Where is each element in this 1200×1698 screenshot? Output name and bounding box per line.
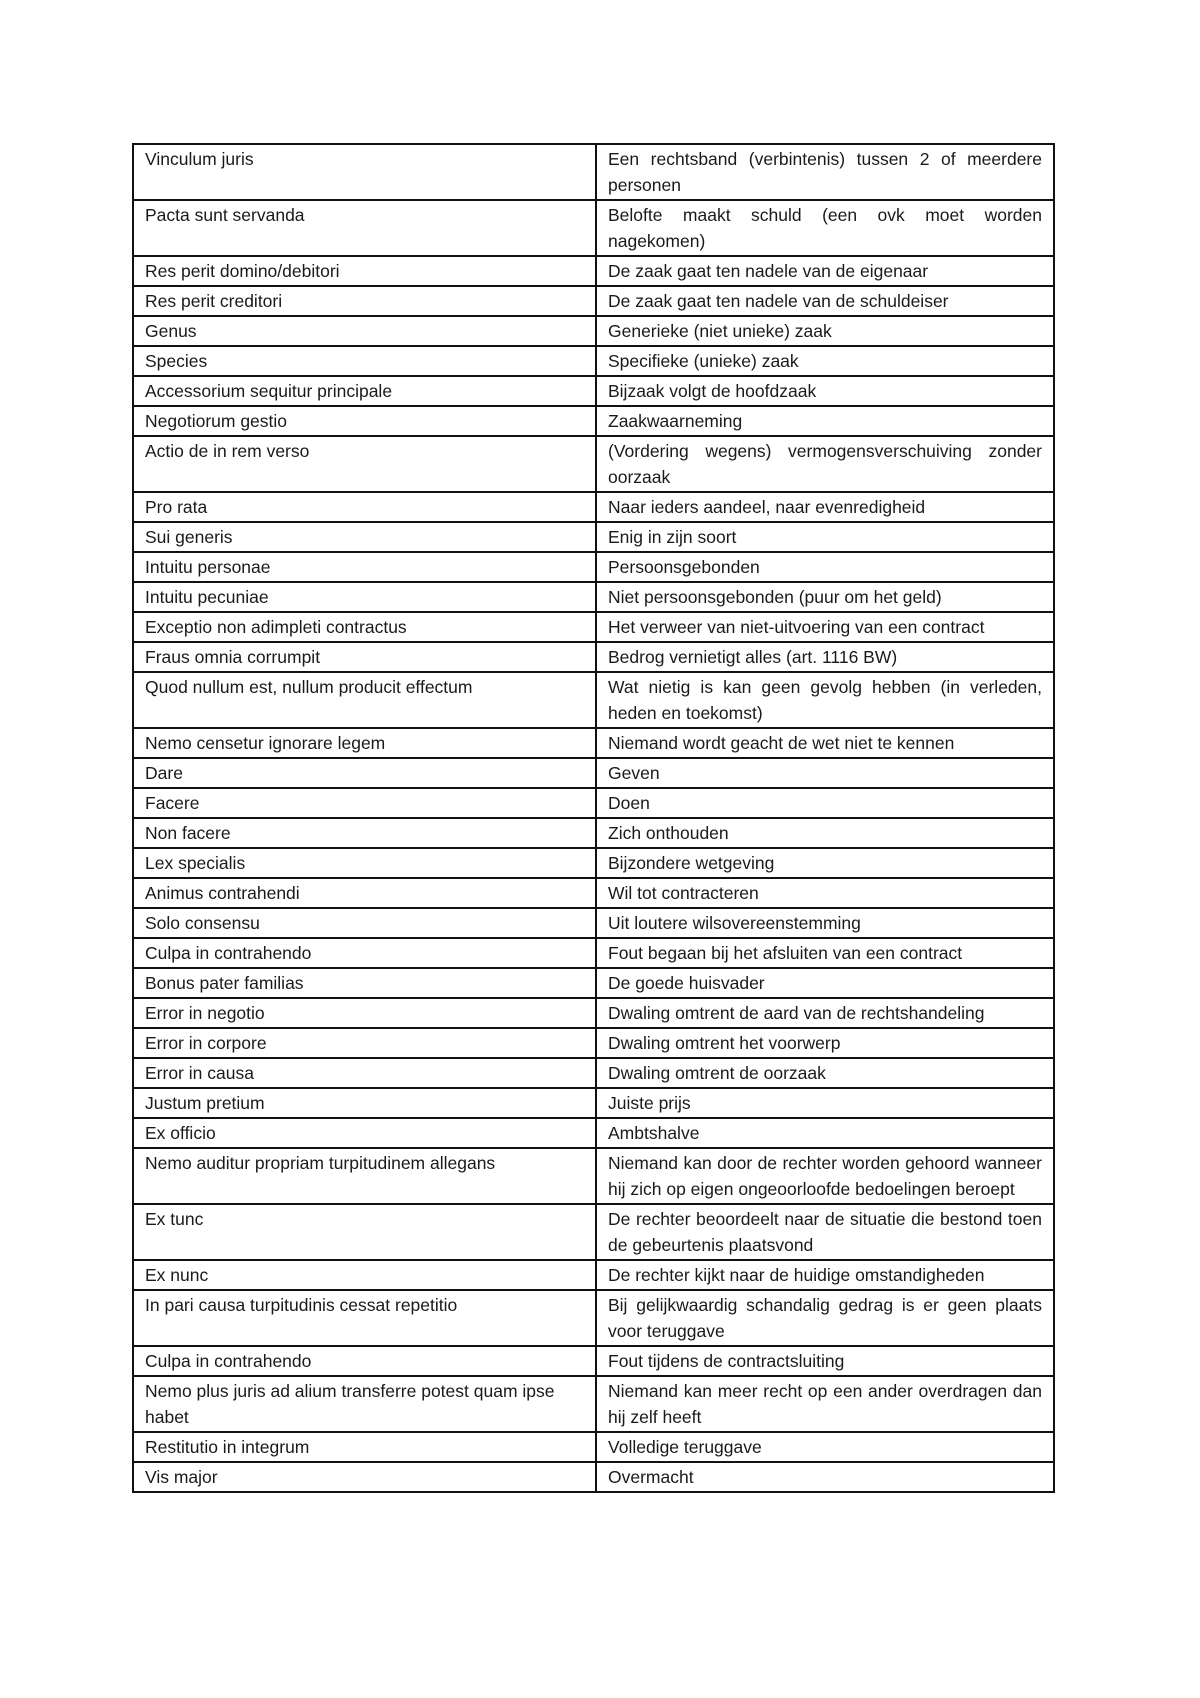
table-row xyxy=(133,492,1054,522)
latin-term-cell: Vinculum juris xyxy=(133,144,596,200)
table-row xyxy=(133,1376,1054,1432)
dutch-meaning-cell: Zaakwaarneming xyxy=(596,406,1054,436)
table-row xyxy=(133,552,1054,582)
dutch-meaning-cell: Zich onthouden xyxy=(596,818,1054,848)
latin-term-cell: Intuitu pecuniae xyxy=(133,582,596,612)
table-row xyxy=(133,1346,1054,1376)
latin-term-cell: Bonus pater familias xyxy=(133,968,596,998)
dutch-meaning-cell: Geven xyxy=(596,758,1054,788)
dutch-meaning-cell: Niet persoonsgebonden (puur om het geld) xyxy=(596,582,1054,612)
table-row xyxy=(133,878,1054,908)
table-row xyxy=(133,1432,1054,1462)
table-row xyxy=(133,406,1054,436)
latin-term-cell: Intuitu personae xyxy=(133,552,596,582)
dutch-meaning-cell: Belofte maakt schuld (een ovk moet worden nagekomen) xyxy=(596,200,1054,256)
table-row xyxy=(133,1204,1054,1260)
table-row xyxy=(133,788,1054,818)
dutch-meaning-cell: De rechter kijkt naar de huidige omstandigheden xyxy=(596,1260,1054,1290)
table-row xyxy=(133,582,1054,612)
table-row xyxy=(133,758,1054,788)
latin-term-cell: Ex tunc xyxy=(133,1204,596,1260)
table-row xyxy=(133,1462,1054,1492)
latin-term-cell: Error in causa xyxy=(133,1058,596,1088)
dutch-meaning-cell: De rechter beoordeelt naar de situatie die bestond toen de gebeurtenis plaatsvond xyxy=(596,1204,1054,1260)
latin-term-cell: Actio de in rem verso xyxy=(133,436,596,492)
table-row xyxy=(133,968,1054,998)
latin-term-cell: Restitutio in integrum xyxy=(133,1432,596,1462)
latin-term-cell: Species xyxy=(133,346,596,376)
dutch-meaning-cell: Niemand kan meer recht op een ander overdragen dan hij zelf heeft xyxy=(596,1376,1054,1432)
table-row xyxy=(133,1260,1054,1290)
dutch-meaning-cell: Niemand kan door de rechter worden gehoord wanneer hij zich op eigen ongeoorloofde bedoelingen beroept xyxy=(596,1148,1054,1204)
latin-term-cell: Dare xyxy=(133,758,596,788)
latin-term-cell: Pacta sunt servanda xyxy=(133,200,596,256)
dutch-meaning-cell: (Vordering wegens) vermogensverschuiving zonder oorzaak xyxy=(596,436,1054,492)
dutch-meaning-cell: Specifieke (unieke) zaak xyxy=(596,346,1054,376)
latin-term-cell: Nemo censetur ignorare legem xyxy=(133,728,596,758)
dutch-meaning-cell: Fout tijdens de contractsluiting xyxy=(596,1346,1054,1376)
dutch-meaning-cell: Bijzondere wetgeving xyxy=(596,848,1054,878)
dutch-meaning-cell: Dwaling omtrent het voorwerp xyxy=(596,1028,1054,1058)
latin-term-cell: Fraus omnia corrumpit xyxy=(133,642,596,672)
dutch-meaning-cell: Uit loutere wilsovereenstemming xyxy=(596,908,1054,938)
latin-term-cell: Pro rata xyxy=(133,492,596,522)
latin-term-cell: Animus contrahendi xyxy=(133,878,596,908)
table-row xyxy=(133,728,1054,758)
dutch-meaning-cell: Doen xyxy=(596,788,1054,818)
latin-term-cell: Error in corpore xyxy=(133,1028,596,1058)
latin-term-cell: Ex officio xyxy=(133,1118,596,1148)
latin-term-cell: In pari causa turpitudinis cessat repetitio xyxy=(133,1290,596,1346)
dutch-meaning-cell: Wat nietig is kan geen gevolg hebben (in verleden, heden en toekomst) xyxy=(596,672,1054,728)
dutch-meaning-cell: Het verweer van niet-uitvoering van een contract xyxy=(596,612,1054,642)
dutch-meaning-cell: Juiste prijs xyxy=(596,1088,1054,1118)
table-row xyxy=(133,200,1054,256)
table-row xyxy=(133,346,1054,376)
table-row xyxy=(133,1118,1054,1148)
dutch-meaning-cell: Enig in zijn soort xyxy=(596,522,1054,552)
latin-term-cell: Ex nunc xyxy=(133,1260,596,1290)
table-row xyxy=(133,908,1054,938)
table-row xyxy=(133,998,1054,1028)
table-row xyxy=(133,144,1054,200)
latin-term-cell: Nemo plus juris ad alium transferre potest quam ipse habet xyxy=(133,1376,596,1432)
table-row xyxy=(133,1058,1054,1088)
dutch-meaning-cell: Wil tot contracteren xyxy=(596,878,1054,908)
dutch-meaning-cell: De zaak gaat ten nadele van de schuldeiser xyxy=(596,286,1054,316)
glossary-table xyxy=(132,143,1055,1493)
dutch-meaning-cell: Ambtshalve xyxy=(596,1118,1054,1148)
dutch-meaning-cell: Dwaling omtrent de oorzaak xyxy=(596,1058,1054,1088)
glossary-table-body xyxy=(133,144,1054,1492)
dutch-meaning-cell: Een rechtsband (verbintenis) tussen 2 of meerdere personen xyxy=(596,144,1054,200)
dutch-meaning-cell: Niemand wordt geacht de wet niet te kennen xyxy=(596,728,1054,758)
dutch-meaning-cell: Bijzaak volgt de hoofdzaak xyxy=(596,376,1054,406)
latin-term-cell: Solo consensu xyxy=(133,908,596,938)
latin-term-cell: Facere xyxy=(133,788,596,818)
table-row xyxy=(133,672,1054,728)
dutch-meaning-cell: Overmacht xyxy=(596,1462,1054,1492)
latin-term-cell: Res perit creditori xyxy=(133,286,596,316)
latin-term-cell: Lex specialis xyxy=(133,848,596,878)
table-row xyxy=(133,316,1054,346)
latin-term-cell: Negotiorum gestio xyxy=(133,406,596,436)
dutch-meaning-cell: De goede huisvader xyxy=(596,968,1054,998)
table-row xyxy=(133,612,1054,642)
latin-term-cell: Non facere xyxy=(133,818,596,848)
table-row xyxy=(133,818,1054,848)
latin-term-cell: Nemo auditur propriam turpitudinem allegans xyxy=(133,1148,596,1204)
dutch-meaning-cell: Volledige teruggave xyxy=(596,1432,1054,1462)
table-row xyxy=(133,1088,1054,1118)
dutch-meaning-cell: Bedrog vernietigt alles (art. 1116 BW) xyxy=(596,642,1054,672)
dutch-meaning-cell: Naar ieders aandeel, naar evenredigheid xyxy=(596,492,1054,522)
dutch-meaning-cell: Dwaling omtrent de aard van de rechtshandeling xyxy=(596,998,1054,1028)
dutch-meaning-cell: De zaak gaat ten nadele van de eigenaar xyxy=(596,256,1054,286)
dutch-meaning-cell: Persoonsgebonden xyxy=(596,552,1054,582)
latin-term-cell: Sui generis xyxy=(133,522,596,552)
latin-term-cell: Genus xyxy=(133,316,596,346)
latin-term-cell: Res perit domino/debitori xyxy=(133,256,596,286)
table-row xyxy=(133,436,1054,492)
latin-term-cell: Quod nullum est, nullum producit effectum xyxy=(133,672,596,728)
table-row xyxy=(133,938,1054,968)
table-row xyxy=(133,1148,1054,1204)
table-row xyxy=(133,256,1054,286)
latin-term-cell: Culpa in contrahendo xyxy=(133,1346,596,1376)
table-row xyxy=(133,848,1054,878)
table-row xyxy=(133,376,1054,406)
table-row xyxy=(133,286,1054,316)
latin-term-cell: Exceptio non adimpleti contractus xyxy=(133,612,596,642)
table-row xyxy=(133,642,1054,672)
latin-term-cell: Vis major xyxy=(133,1462,596,1492)
latin-term-cell: Culpa in contrahendo xyxy=(133,938,596,968)
table-row xyxy=(133,1290,1054,1346)
table-row xyxy=(133,522,1054,552)
latin-term-cell: Error in negotio xyxy=(133,998,596,1028)
dutch-meaning-cell: Fout begaan bij het afsluiten van een contract xyxy=(596,938,1054,968)
dutch-meaning-cell: Bij gelijkwaardig schandalig gedrag is er geen plaats voor teruggave xyxy=(596,1290,1054,1346)
table-row xyxy=(133,1028,1054,1058)
latin-term-cell: Accessorium sequitur principale xyxy=(133,376,596,406)
latin-term-cell: Justum pretium xyxy=(133,1088,596,1118)
dutch-meaning-cell: Generieke (niet unieke) zaak xyxy=(596,316,1054,346)
